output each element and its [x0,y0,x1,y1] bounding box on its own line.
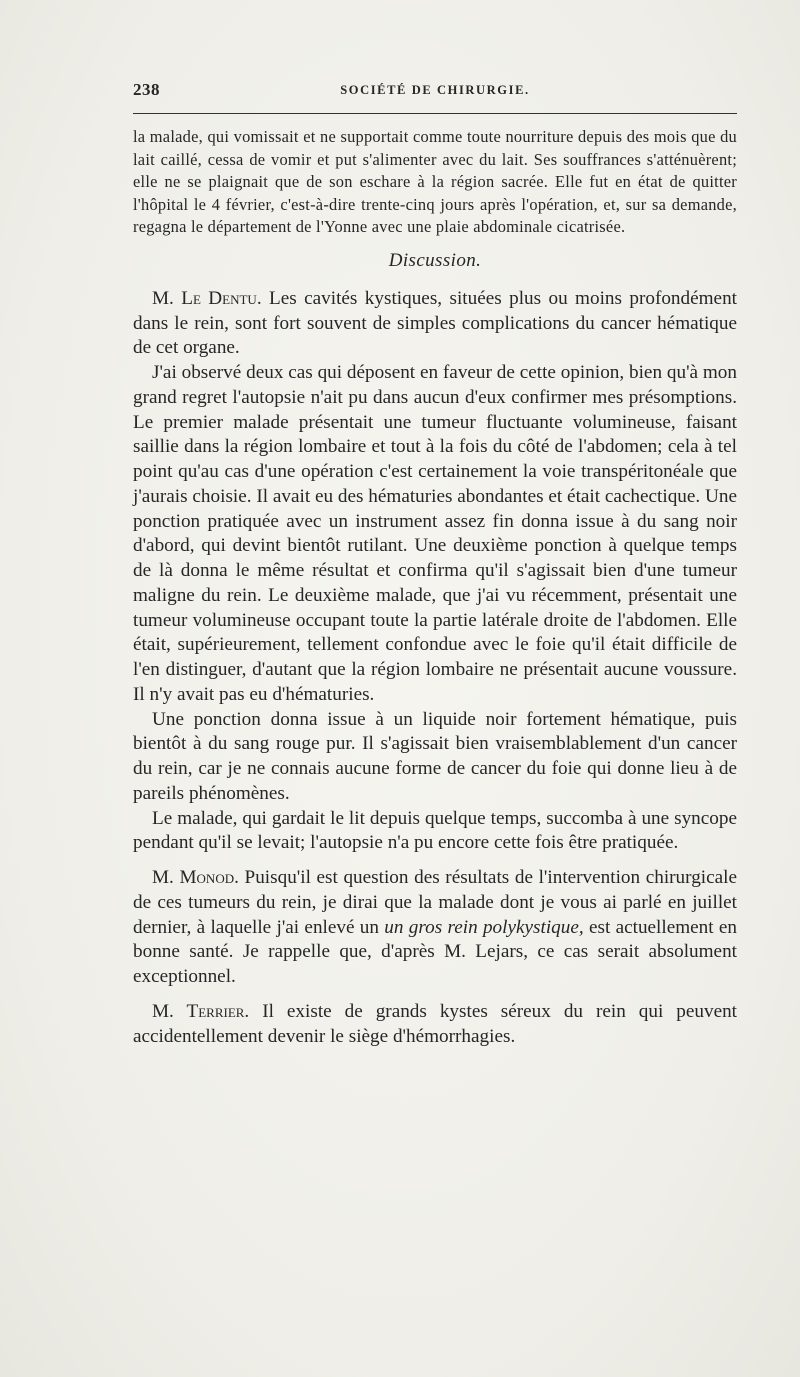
monod-italic-text: un gros rein polykystique, [384,916,584,938]
le-dentu-text-1: Les cavités kystiques, situées plus ou moins profondément dans le rein, sont fort souvent de simples complications du cancer hématique de cet organe. [133,287,737,359]
section-heading: Discussion. [388,249,482,271]
terrier-text: Il existe de grands kystes séreux du rein qui peuvent accidentellement devenir le siège d'hémorrhagies. [133,1000,738,1047]
terrier-paragraph [133,1000,737,1050]
speaker-terrier: M. Terrier. [152,1000,250,1022]
page-header [133,80,737,102]
monod-text-after: est actuellement en bonne santé. Je rappelle que, d'après M. Lejars, ce cas serait absolument exceptionnel. [133,916,738,988]
le-dentu-paragraph-3: Une ponction donna issue à un liquide noir fortement hématique, puis bientôt à du sang rouge pur. Il s'agissait bien vraisemblablement d'un cancer du rein, car je ne connais aucune forme de cancer du foie qui donne lieu à de pareils phénomènes. [133,708,737,804]
speaker-le-dentu: M. Le Dentu. [152,287,262,309]
le-dentu-paragraph-1 [133,287,737,361]
speaker-monod: M. Monod. [152,867,239,889]
le-dentu-paragraph-2: J'ai observé deux cas qui déposent en faveur de cette opinion, bien qu'à mon grand regret l'autopsie n'ait pu dans aucun d'eux confirmer mes présomptions. Le premier malade présentait une tumeur fluctuante volumineuse, faisant saillie dans la région lombaire et tout à la fois du côté de l'abdomen; cela à tel point qu'au cas d'une opération c'est certainement la voie transpéritonéale que j'aurais choisie. Il avait eu des hématuries abondantes et était cachectique. Une ponction pratiquée avec un instrument assez fin donna issue à du sang noir d'abord, qui devint bientôt rutilant. Une deuxième ponction à quelque temps de là donna le même résultat et confirma qu'il s'agissait bien d'une tumeur maligne du rein. Le deuxième malade, que j'ai vu récemment, présentait une tumeur volumineuse occupant toute la partie latérale droite de l'abdomen. Elle était, supérieurement, tellement confondue avec le foie qu'il était difficile de l'en distinguer, d'autant que la région lombaire ne présentait aucune voussure. Il n'y avait pas eu d'hématuries. [133,362,737,705]
body-text [133,126,737,1049]
monod-paragraph [133,866,737,990]
le-dentu-paragraph-4: Le malade, qui gardait le lit depuis quelque temps, succomba à une syncope pendant qu'il se levait; l'autopsie n'a pu encore cette fois être pratiquée. [133,807,737,854]
monod-text-before: Puisqu'il est question des résultats de l'intervention chirurgicale de ces tumeurs du rein, je dirai que la malade dont je vous ai parlé en juillet dernier, à laquelle j'ai enlevé un [133,867,738,938]
header-rule [133,113,737,114]
running-head: SOCIÉTÉ DE CHIRURGIE. [340,83,530,97]
intro-paragraph: la malade, qui vomissait et ne supportait comme toute nourriture depuis des mois que du lait caillé, cessa de vomir et put s'alimenter avec du lait. Ses souffrances s'atténuèrent; elle ne se plaignait que de son eschare à la région sacrée. Elle fut en état de quitter l'hôpital le 4 février, c'est-à-dire trente-cinq jours après l'opération, et, sur sa demande, regagna le département de l'Yonne avec une plaie abdominale cicatrisée. [133,127,737,237]
page-number: 238 [133,80,160,99]
